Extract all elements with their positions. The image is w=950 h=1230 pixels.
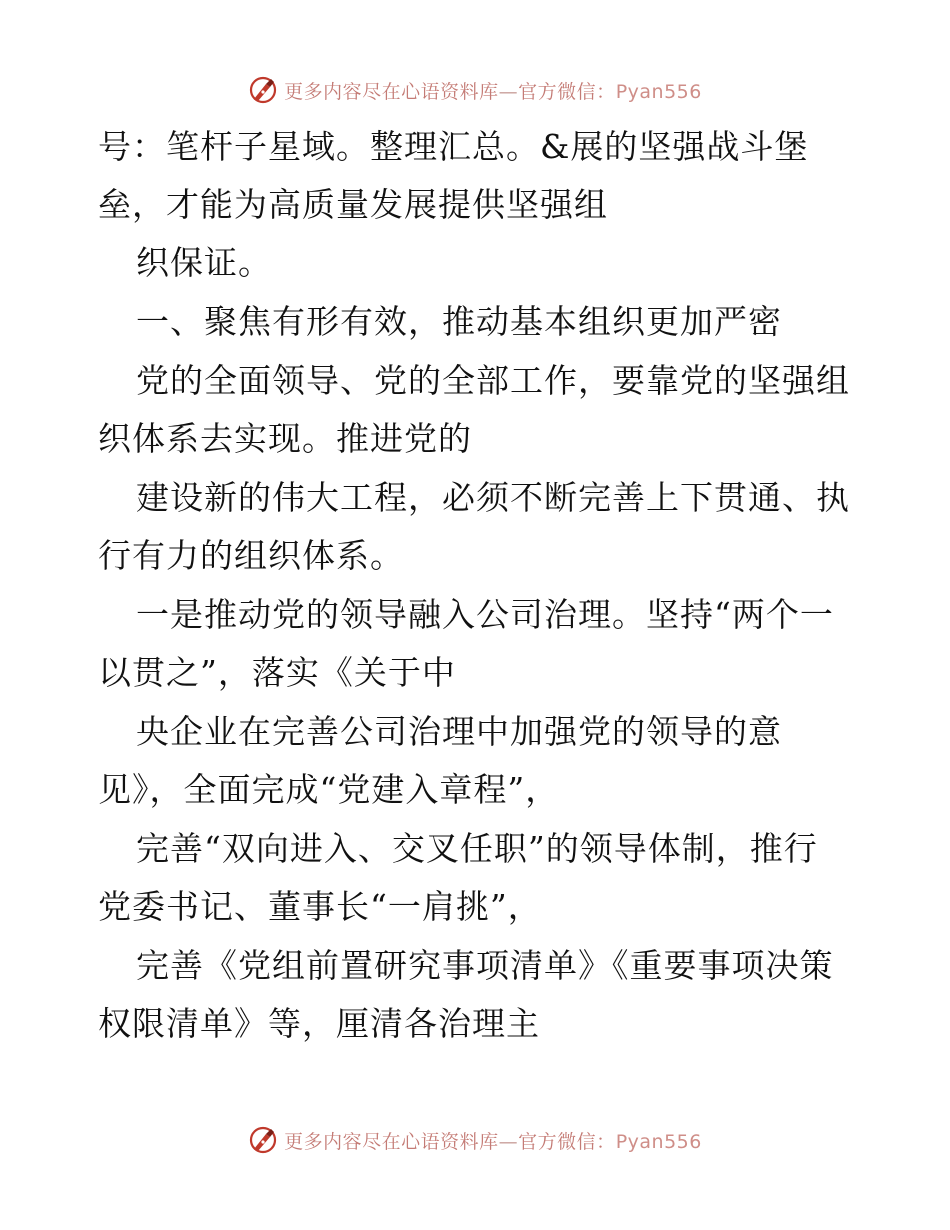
text-line: 织体系去实现。推进党的	[98, 419, 472, 458]
banner-contact-label: 官方微信：	[518, 80, 616, 103]
text-line: 垒，才能为高质量发展提供坚强组	[98, 185, 608, 224]
text-line: 行有力的组织体系。	[98, 536, 404, 575]
section-heading: 一、聚焦有形有效，推动基本组织更加严密	[136, 302, 782, 341]
banner-contact-id: Pyan556	[615, 1130, 702, 1153]
text-line: 央企业在完善公司治理中加强党的领导的意	[136, 712, 782, 751]
text-line: 党委书记、董事长“一肩挑”，	[98, 887, 542, 926]
banner-dash: —	[498, 1130, 519, 1153]
text-line: 建设新的伟大工程，必须不断完善上下贯通、执	[136, 478, 850, 517]
banner-dash: —	[498, 80, 519, 103]
banner-text	[284, 1127, 702, 1154]
text-line: 完善《党组前置研究事项清单》《重要事项决策	[136, 946, 834, 985]
banner-site-name: 更多内容尽在心语资料库	[284, 80, 499, 103]
text-line: 织保证。	[136, 243, 272, 282]
text-line: 完善“双向进入、交叉任职”的领导体制，推行	[136, 829, 818, 868]
banner-contact-label: 官方微信：	[518, 1130, 616, 1153]
text-line: 号：笔杆子星域。整理汇总。&展的坚强战斗堡	[98, 127, 809, 166]
banner-site-name: 更多内容尽在心语资料库	[284, 1130, 499, 1153]
text-line: 见》，全面完成“党建入章程”，	[98, 770, 560, 809]
text-line: 一是推动党的领导融入公司治理。坚持“两个一	[136, 595, 834, 634]
text-line: 权限清单》等，厘清各治理主	[98, 1004, 540, 1043]
banner-contact-id: Pyan556	[615, 80, 702, 103]
footer-banner	[0, 1120, 950, 1160]
text-line: 党的全面领导、党的全部工作，要靠党的坚强组	[136, 361, 850, 400]
pen-nib-logo-icon	[248, 1125, 278, 1155]
text-line: 以贯之”，落实《关于中	[98, 653, 456, 692]
